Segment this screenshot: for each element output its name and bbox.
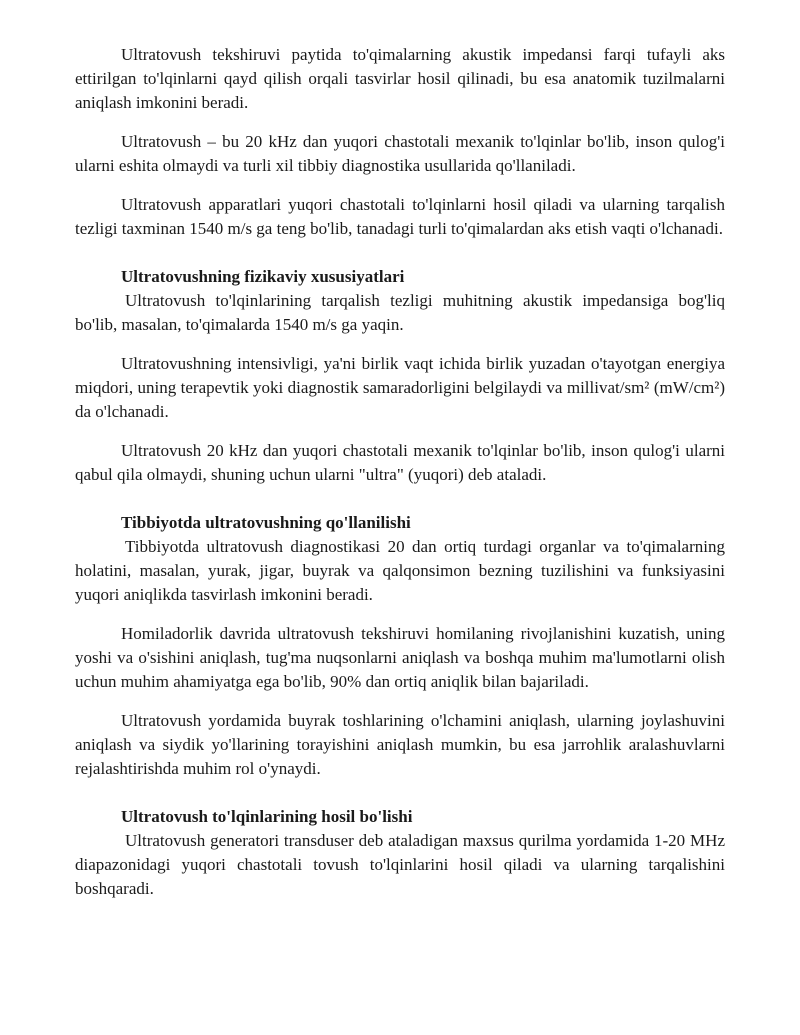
medical-use-paragraph-3: Ultratovush yordamida buyrak toshlarining o'lchamini aniqlash, ularning joylashuvini aniqlash va siydik yo'llarining torayishini aniqlash mumkin, bu esa jarrohlik aralashuvlarni rejalashtirishda muhim rol o'ynaydi. <box>75 711 725 778</box>
physical-properties-paragraph-2: Ultratovushning intensivligi, ya'ni birlik vaqt ichida birlik yuzadan o'tayotgan energiya miqdori, uning terapevtik yoki diagnostik samaradorligini belgilaydi va millivat/sm² (mW/cm²) da o'lchanadi. <box>75 354 725 421</box>
physical-properties-paragraph-3: Ultratovush 20 kHz dan yuqori chastotali mexanik to'lqinlar bo'lib, inson qulog'i ularni qabul qila olmaydi, shuning uchun ularni "ultra" (yuqori) deb ataladi. <box>75 441 725 484</box>
section-heading-physical-properties: Ultratovushning fizikaviy xususiyatlari <box>121 267 405 286</box>
medical-use-paragraph-2: Homiladorlik davrida ultratovush tekshiruvi homilaning rivojlanishini kuzatish, uning yoshi va o'sishini aniqlash, tug'ma nuqsonlarni aniqlash va boshqa muhim ma'lumotlarni olish uchun muhim ahamiyatga ega bo'lib, 90% dan ortiq aniqlik bilan bajariladi. <box>75 624 725 691</box>
intro-paragraph-2: Ultratovush – bu 20 kHz dan yuqori chastotali mexanik to'lqinlar bo'lib, inson qulog'i ularni eshita olmaydi va turli xil tibbiy diagnostika usullarida qo'llaniladi. <box>75 132 725 175</box>
section-heading-medical-use: Tibbiyotda ultratovushning qo'llanilishi <box>121 513 411 532</box>
intro-paragraph-3: Ultratovush apparatlari yuqori chastotali to'lqinlarni hosil qiladi va ularning tarqalish tezligi taxminan 1540 m/s ga teng bo'lib, tanadagi turli to'qimalardan aks etish vaqti o'lchanadi. <box>75 195 725 238</box>
medical-use-paragraph-1: Tibbiyotda ultratovush diagnostikasi 20 dan ortiq turdagi organlar va to'qimalarning holatini, masalan, yurak, jigar, buyrak va qalqonsimon bezning tuzilishini va funksiyasini yuqori aniqlikda tasvirlash imkonini beradi. <box>75 537 725 604</box>
section-heading-wave-generation: Ultratovush to'lqinlarining hosil bo'lishi <box>121 807 413 826</box>
document-body <box>75 43 725 916</box>
intro-paragraph-1: Ultratovush tekshiruvi paytida to'qimalarning akustik impedansi farqi tufayli aks ettirilgan to'lqinlarni qayd qilish orqali tasvirlar hosil qilinadi, bu esa anatomik tuzilmalarni aniqlash imkonini beradi. <box>75 45 725 112</box>
physical-properties-paragraph-1: Ultratovush to'lqinlarining tarqalish tezligi muhitning akustik impedansiga bog'liq bo'lib, masalan, to'qimalarda 1540 m/s ga yaqin. <box>75 291 725 334</box>
wave-generation-paragraph-1: Ultratovush generatori transduser deb ataladigan maxsus qurilma yordamida 1-20 MHz diapazonidagi yuqori chastotali tovush to'lqinlarini hosil qiladi va ularning tarqalishini boshqaradi. <box>75 831 725 898</box>
